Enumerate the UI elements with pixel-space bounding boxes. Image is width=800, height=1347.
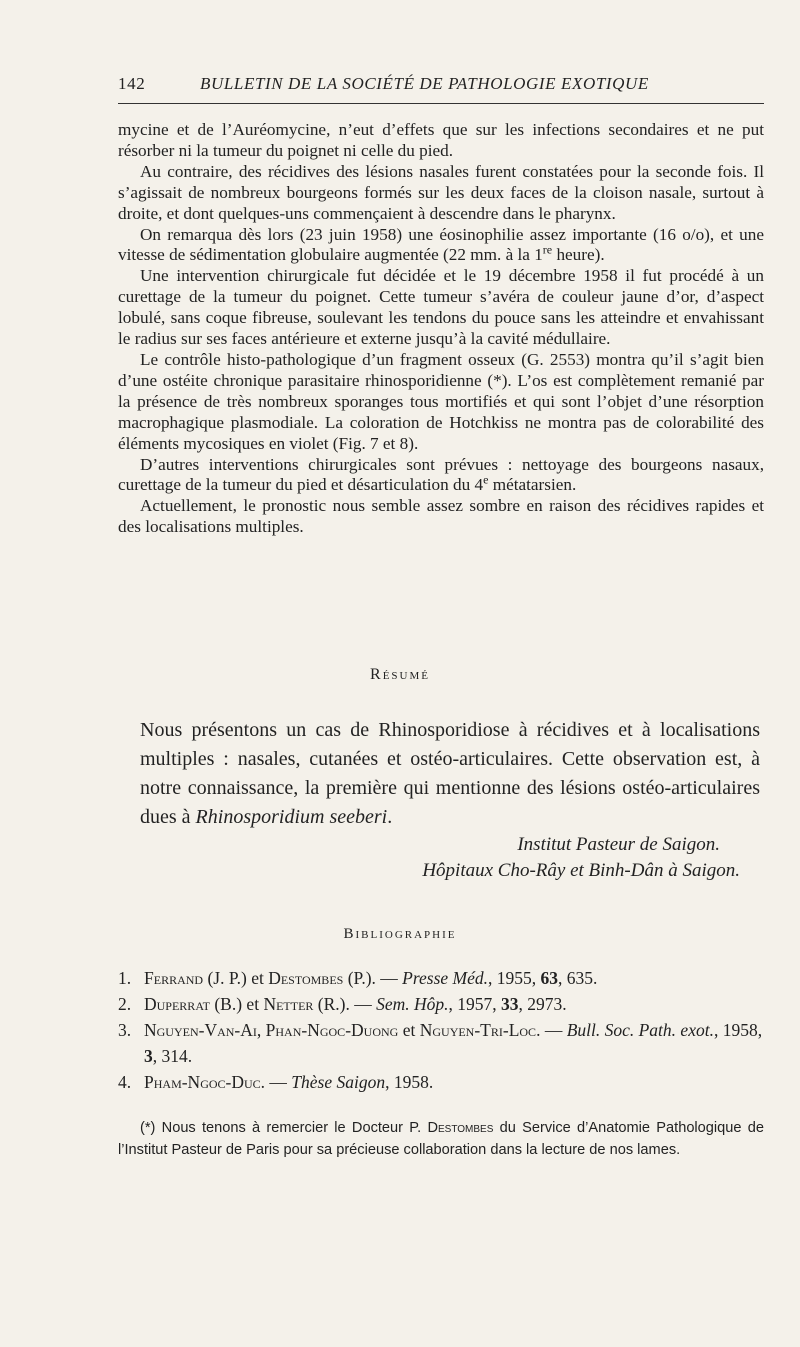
species-name: Rhinosporidium seeberi bbox=[195, 806, 388, 828]
author-initials: (J. P.) et bbox=[203, 968, 269, 988]
footnote-text-end: du Service d’Anatomie Pathologique de l’Institut Pasteur de Paris pour sa précieuse collaboration dans la lecture de nos lames. bbox=[118, 1120, 764, 1158]
footnote-text: Nous tenons à remercier le Docteur P. bbox=[155, 1120, 428, 1136]
author: Nguyen-Tri-Loc bbox=[419, 1020, 537, 1040]
author-initials: (P.). — bbox=[343, 968, 403, 988]
bibliography-list bbox=[118, 965, 768, 1095]
journal-title: BULLETIN DE LA SOCIÉTÉ DE PATHOLOGIE EXOTIQUE bbox=[200, 74, 649, 93]
source-title: Thèse Saigon bbox=[291, 1072, 386, 1092]
author: Netter bbox=[263, 994, 314, 1014]
footnote-mark: (*) bbox=[140, 1120, 156, 1136]
paragraph-6-text: D’autres interventions chirurgicales sont prévues : nettoyage des bourgeons nasaux, curettage de la tumeur du pied et désarticulation du 4 bbox=[118, 454, 764, 495]
superscript-re: re bbox=[542, 242, 553, 257]
author: Destombes bbox=[268, 968, 344, 988]
resume-body: Nous présentons un cas de Rhinosporidiose à récidives et à localisations multiples : nasales, cutanées et ostéo-articulaires. Cette observation est, à notre connaissance, la première qui mentionne des lésions ostéo-articulaires dues à bbox=[140, 719, 760, 828]
author: Phan-Ngoc-Duong bbox=[265, 1020, 399, 1040]
source-title: Presse Méd. bbox=[402, 968, 489, 988]
year: , 1958. bbox=[385, 1072, 434, 1092]
paragraph-3-end: heure). bbox=[552, 245, 605, 265]
paragraph-6-end: métatarsien. bbox=[488, 475, 577, 495]
resume-heading: Résumé bbox=[370, 666, 430, 683]
year: , 1955, bbox=[488, 968, 541, 988]
paragraph-2: Au contraire, des récidives des lésions nasales furent constatées pour la seconde fois. Il s’agissait de nombreux bourgeons formés sur les deux faces de la cloison nasale, surtout à droite, et dont quelques-uns commençaient à descendre dans le pharynx. bbox=[118, 161, 764, 223]
paragraph-4: Une intervention chirurgicale fut décidée et le 19 décembre 1958 il fut procédé à un curettage de la tumeur du poignet. Cette tumeur s’avéra de couleur jaune d’or, d’aspect lobulé, sans coque fibreuse, soulevant les tendons du pouce sans les atteindre et envahissant le radius sur ses faces antérieure et externe jusqu’à la cavité médullaire. bbox=[118, 266, 764, 349]
affiliation-1: Institut Pasteur de Saigon. bbox=[517, 834, 720, 855]
year: , 1958, bbox=[713, 1020, 763, 1040]
bibliography-item bbox=[118, 991, 768, 1017]
superscript-e: e bbox=[483, 472, 489, 487]
affiliation-2: Hôpitaux Cho-Rây et Binh-Dân à Saigon. bbox=[422, 860, 740, 881]
author-initials: (B.) et bbox=[209, 994, 264, 1014]
source-title: Bull. Soc. Path. exot. bbox=[566, 1020, 714, 1040]
paragraph-3 bbox=[118, 225, 764, 267]
paragraph-6 bbox=[118, 455, 764, 497]
page-number: 142 bbox=[118, 74, 146, 93]
footnote bbox=[118, 1117, 764, 1161]
header-rule bbox=[118, 103, 764, 104]
pages: , 2973. bbox=[518, 994, 567, 1014]
item-number: 2. bbox=[118, 994, 132, 1014]
paragraph-1: mycine et de l’Auréomycine, n’eut d’effets que sur les infections secondaires et ne put résorber ni la tumeur du poignet ni celle du pied. bbox=[118, 120, 764, 160]
bibliography-item bbox=[118, 965, 768, 991]
source-title: Sem. Hôp. bbox=[376, 994, 449, 1014]
separator: . — bbox=[260, 1072, 292, 1092]
author-initials: , bbox=[256, 1020, 266, 1040]
paragraph-5: Le contrôle histo-pathologique d’un fragment osseux (G. 2553) montra qu’il s’agit bien d’une ostéite chronique parasitaire rhinosporidienne (*). L’os est complètement remanié par la présence de très nombreux sporanges tous mortifiés et qui sont l’objet d’une résorption macrophagique plasmodiale. La coloration de Hotchkiss ne montra pas de colorabilité des éléments mycosiques en violet (Fig. 7 et 8). bbox=[118, 349, 764, 453]
separator: . — bbox=[536, 1020, 567, 1040]
bibliography-item bbox=[118, 1069, 768, 1095]
resume-text bbox=[140, 716, 760, 832]
item-number: 4. bbox=[118, 1072, 132, 1092]
case-report-body bbox=[118, 120, 764, 538]
pages: , 314. bbox=[152, 1046, 193, 1066]
author-initials: (R.). — bbox=[313, 994, 377, 1014]
paragraph-7: Actuellement, le pronostic nous semble assez sombre en raison des récidives rapides et des localisations multiples. bbox=[118, 496, 764, 537]
item-number: 3. bbox=[118, 1020, 132, 1040]
paragraph-3-text: On remarqua dès lors (23 juin 1958) une éosinophilie assez importante (16 o/o), et une vitesse de sédimentation globulaire augmentée (22 mm. à la 1 bbox=[118, 224, 764, 265]
volume: 3 bbox=[144, 1046, 153, 1066]
resume-end: . bbox=[387, 806, 393, 828]
pages: , 635. bbox=[558, 968, 598, 988]
author: Duperrat bbox=[144, 994, 210, 1014]
footnote-name: Destombes bbox=[427, 1120, 494, 1136]
author: Ferrand bbox=[144, 968, 204, 988]
item-number: 1. bbox=[118, 968, 132, 988]
volume: 63 bbox=[540, 968, 559, 988]
volume: 33 bbox=[501, 994, 519, 1014]
bibliography-heading: Bibliographie bbox=[343, 926, 457, 942]
author: Nguyen-Van-Ai bbox=[144, 1020, 257, 1040]
author-initials: et bbox=[398, 1020, 420, 1040]
bibliography-item bbox=[118, 1017, 768, 1069]
author: Pham-Ngoc-Duc bbox=[144, 1072, 261, 1092]
year: , 1957, bbox=[448, 994, 502, 1014]
